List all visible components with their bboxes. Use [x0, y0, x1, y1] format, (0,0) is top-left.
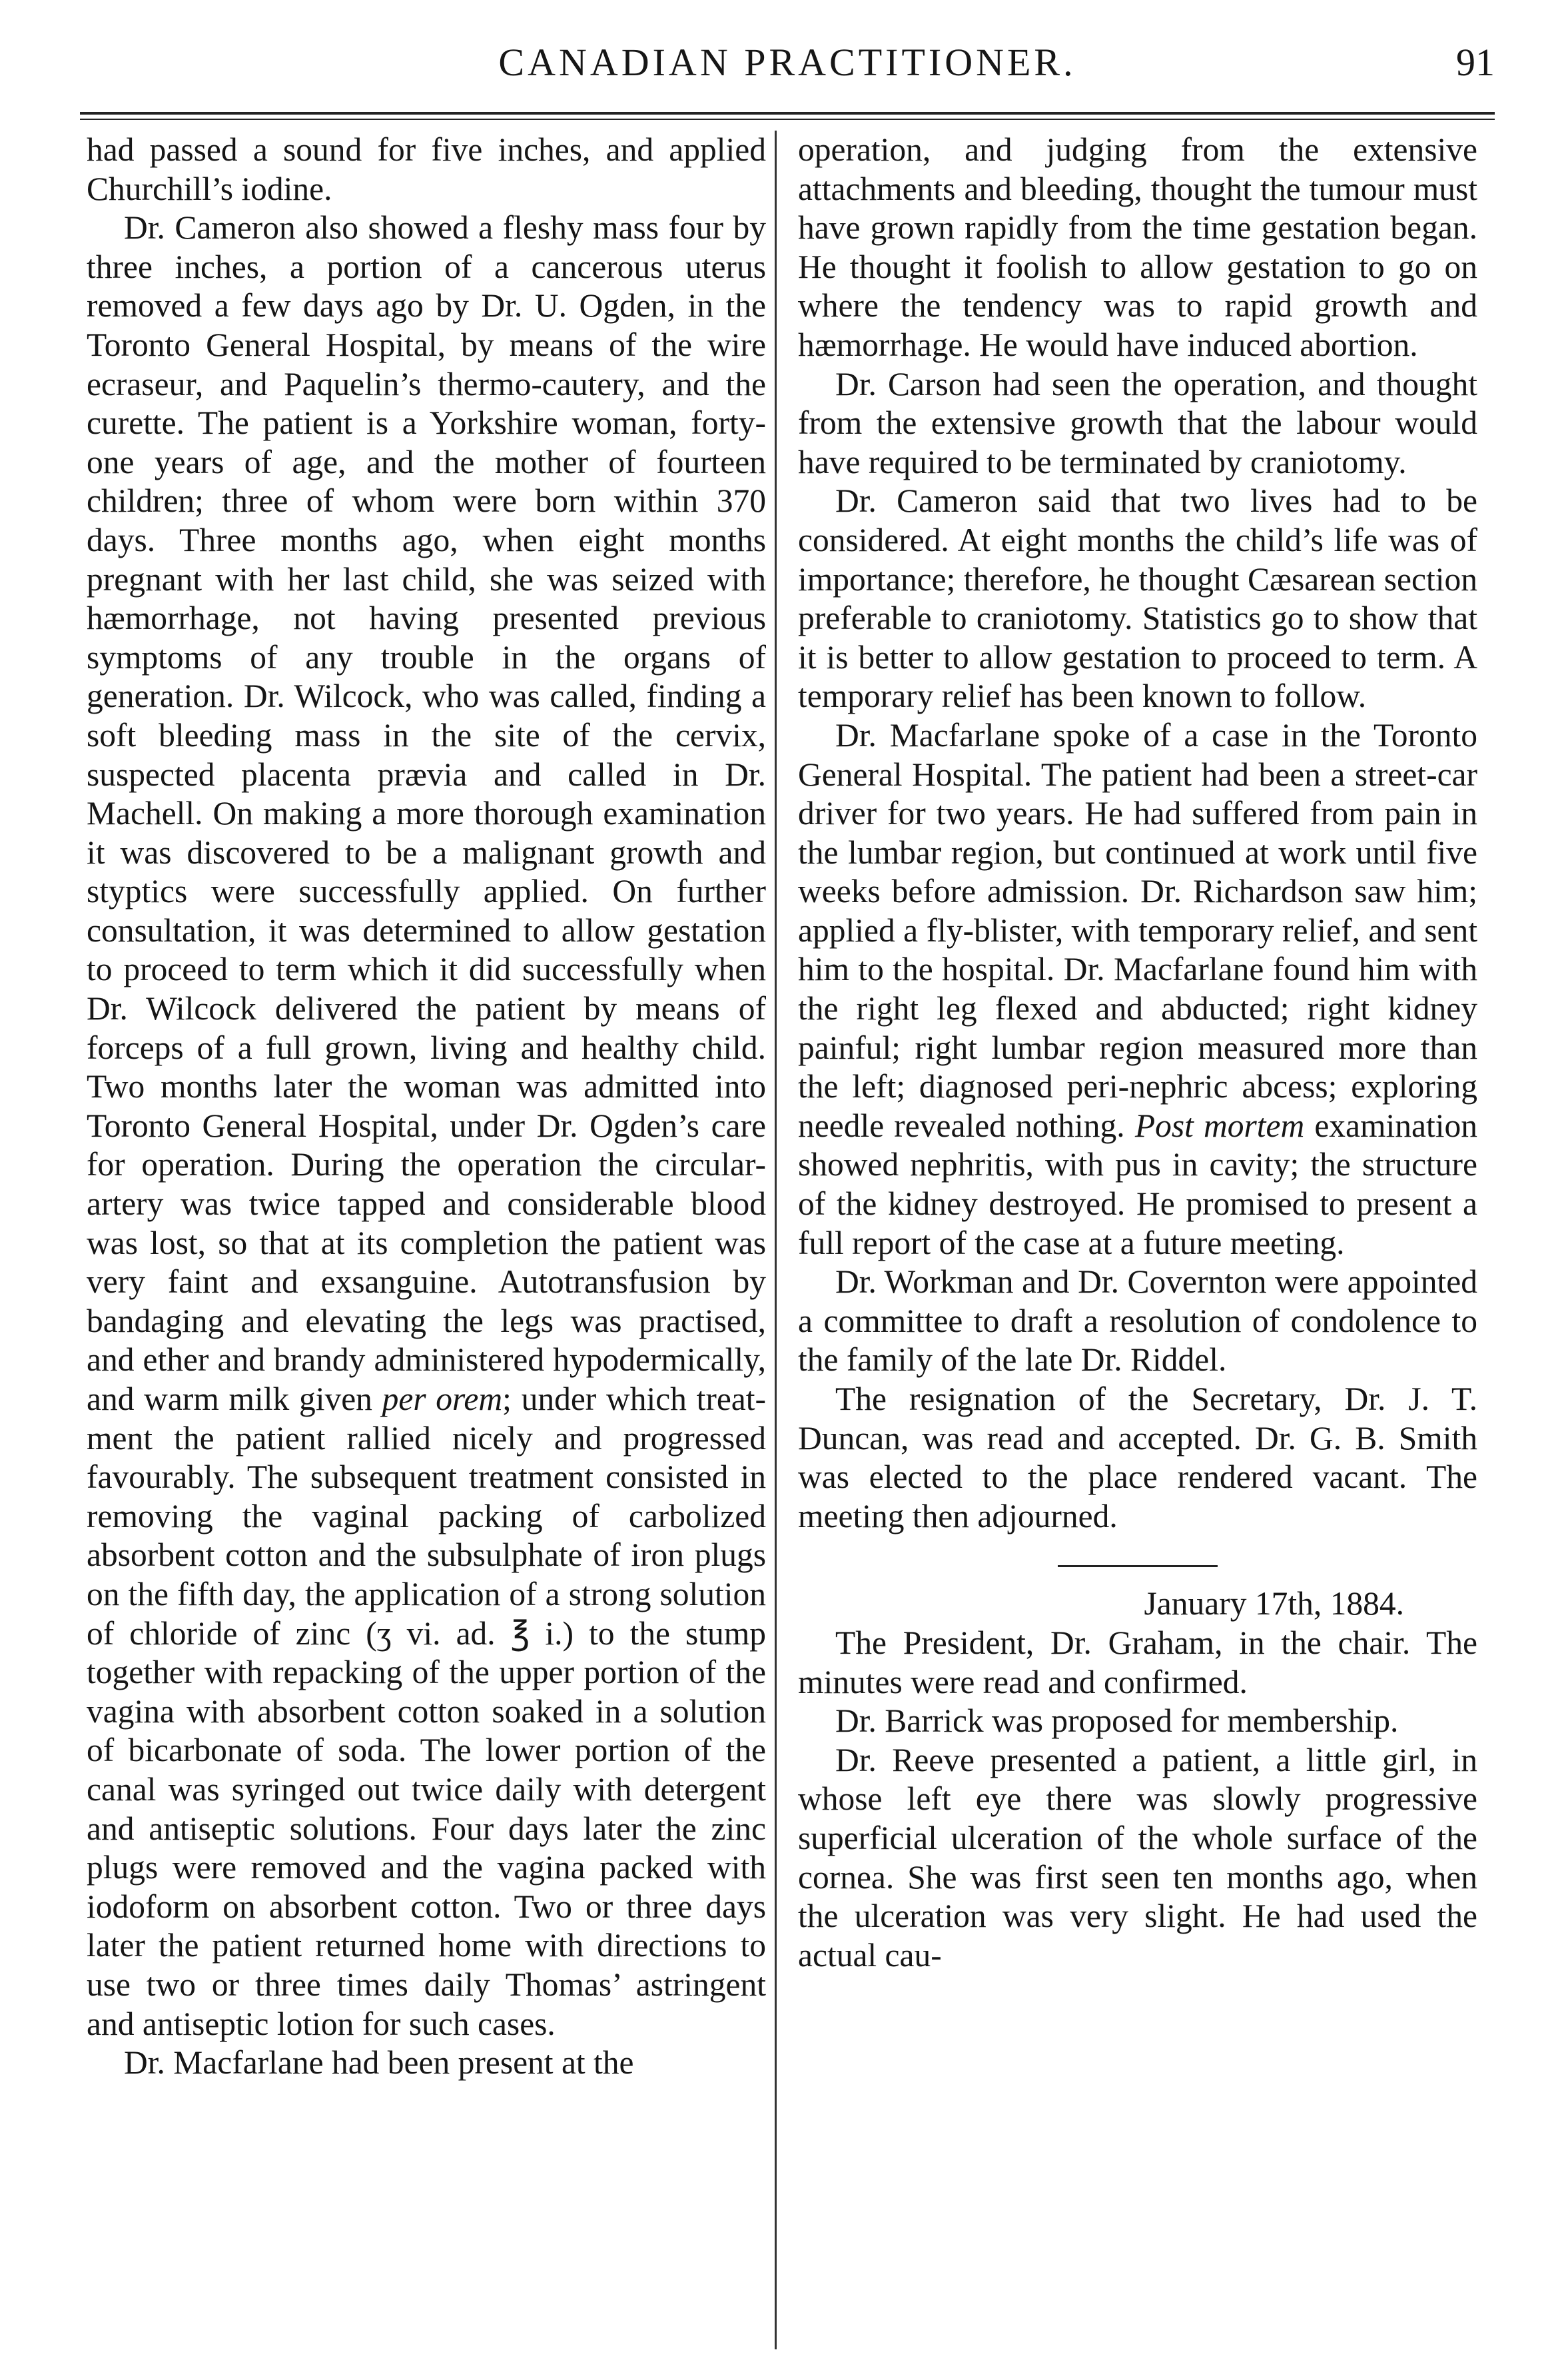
paragraph: [798, 716, 1477, 1263]
meeting-dateline: January 17th, 1884.: [1144, 1585, 1404, 1622]
paragraph: Dr. Carson had seen the operation, and thought from the extensive growth that the labour would have required to be terminated by craniotomy.: [798, 365, 1477, 480]
left-column: [87, 131, 766, 2083]
paragraph: The President, Dr. Graham, in the chair. The minutes were read and confirmed.: [798, 1624, 1477, 1700]
running-head: [80, 35, 1495, 115]
paragraph-text: Dr. Cameron also showed a fleshy mass four by three inches, a portion of a cancerous uterus removed a few days ago by Dr. U. Ogden, in the Toronto General Hospital, by means of the wire ecraseur, and Paquelin’s thermo-cautery, and the curette. The patient is a Yorkshire woman, forty-one years of age, and the mother of fourteen children; three of whom were born within 370 days. Three months ago, when eight months pregnant with her last child, she was seized with hæmorrhage, not having presented previous symptoms of any trouble in the organs of generation. Dr. Wilcock, who was called, finding a soft bleeding mass in the site of the cervix, suspected placenta prævia and called in Dr. Machell. On making a more thorough examination it was discovered to be a malignant growth and styptics were successfully applied. On further consultation, it was determined to allow gestation to proceed to term which it did successfully when Dr. Wilcock delivered the patient by means of forceps of a full grown, living and healthy child. Two months later the woman was admitted into Toronto General Hospital, under Dr. Ogden’s care for operation. During the operation the circular-artery was twice tapped and considerable blood was lost, so that at its completion the patient was very faint and exsanguine. Autotransfusion by bandaging and elevating the legs was practised, and ether and brandy administered hypodermically, and warm milk given: [87, 209, 766, 1417]
italic-phrase: per orem: [382, 1381, 503, 1417]
paragraph: Dr. Workman and Dr. Covernton were appointed a committee to draft a resolution of condolence to the family of the late Dr. Riddel.: [798, 1263, 1477, 1379]
paragraph-text: Dr. Macfarlane spoke of a case in the Toronto General Hospital. The patient had been a street-car driver for two years. He had suffered from pain in the lumbar region, but continued at work until five weeks before admission. Dr. Richardson saw him; applied a fly-blister, with temporary relief, and sent him to the hospital. Dr. Macfarlane found him with the right leg flexed and abducted; right kidney painful; right lumbar region measured more than the left; diagnosed peri-nephric abcess; exploring needle revealed nothing.: [798, 716, 1477, 1144]
paragraph: had passed a sound for five inches, and applied Churchill’s iodine.: [87, 131, 766, 207]
paragraph: operation, and judging from the extensive attachments and bleeding, thought the tumour must have grown rapidly from the time gestation began. He thought it foolish to allow gestation to go on where the tendency was to rapid growth and hæmorrhage. He would have induced abortion.: [798, 131, 1477, 363]
paragraph-text: ; under which treatment the patient rallied nicely and progressed favourably. The subsequent treatment consisted in removing the vaginal packing of carbolized absorbent cotton and the subsulphate of iron plugs on the fifth day, the application of a strong solution of chloride of zinc (ʒ vi. ad. ℥ i.) to the stump together with repacking of the upper portion of the vagina with absorbent cotton soaked in a solution of bicarbonate of soda. The lower portion of the canal was syringed out twice daily with detergent and antiseptic solutions. Four days later the zinc plugs were removed and the vagina packed with iodoform on absorbent cotton. Two or three days later the patient returned home with directions to use two or three times daily Thomas’ astringent and antiseptic lotion for such cases.: [87, 1381, 767, 2042]
paragraph: [87, 209, 766, 2044]
right-column: [798, 131, 1477, 1975]
paragraph: Dr. Reeve presented a patient, a little girl, in whose left eye there was slowly progressive superficial ulceration of the whole surface of the cornea. She was first seen ten months ago, when the ulceration was very slight. He had used the actual cau-: [798, 1741, 1477, 1974]
header-rule: [80, 112, 1495, 115]
paragraph-text: examination showed nephritis, with pus in cavity; the structure of the kidney destroyed. He promised to present a full report of the case at a future meeting.: [798, 1107, 1478, 1261]
italic-phrase: Post mortem: [1134, 1107, 1305, 1144]
journal-title: CANADIAN PRACTITIONER.: [498, 41, 1076, 84]
section-divider: [1058, 1565, 1218, 1567]
column-divider: [775, 131, 777, 2349]
header-rule-secondary: [80, 119, 1495, 120]
paragraph: Dr. Barrick was proposed for membership.: [835, 1702, 1399, 1740]
paragraph: Dr. Cameron said that two lives had to be considered. At eight months the child’s life was of importance; therefore, he thought Cæsarean section preferable to craniotomy. Statistics go to show that it is better to allow gestation to proceed to term. A temporary relief has been known to follow.: [798, 482, 1477, 715]
paragraph: Dr. Macfarlane had been present at the: [124, 2044, 634, 2081]
page-number: 91: [1456, 41, 1495, 84]
paragraph: The resignation of the Secretary, Dr. J. T. Duncan, was read and accepted. Dr. G. B. Smith was elected to the place rendered vacant. The meeting then adjourned.: [798, 1381, 1477, 1534]
